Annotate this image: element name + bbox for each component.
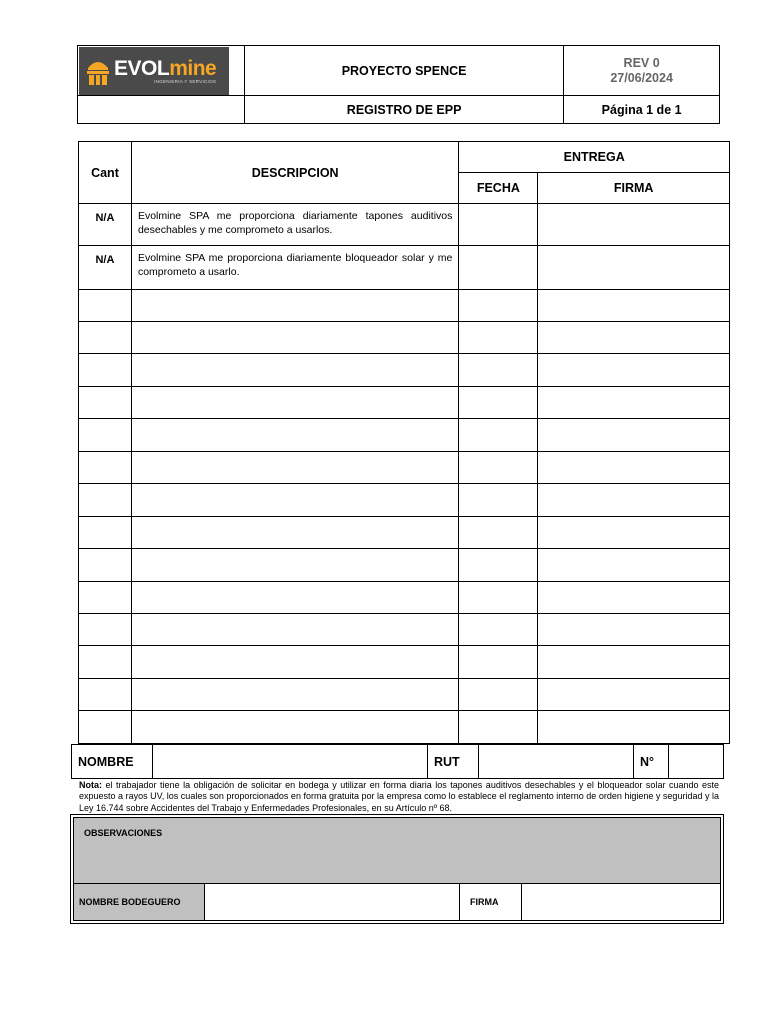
fecha-cell[interactable]	[459, 322, 538, 354]
fecha-cell[interactable]	[459, 452, 538, 484]
bodeguero-label: NOMBRE BODEGUERO	[74, 884, 205, 920]
helmet-icon	[85, 56, 111, 86]
cant-cell[interactable]	[79, 387, 132, 419]
cant-cell[interactable]	[79, 646, 132, 679]
cant-cell[interactable]	[79, 582, 132, 614]
logo-brand-a: EVOL	[114, 56, 170, 80]
firma-cell[interactable]	[538, 646, 730, 679]
firma-cell[interactable]	[538, 354, 730, 387]
project-title: PROYECTO SPENCE	[244, 46, 563, 96]
firma-cell[interactable]	[538, 322, 730, 354]
fecha-cell[interactable]	[459, 419, 538, 452]
cant-cell[interactable]	[79, 452, 132, 484]
desc-cell: Evolmine SPA me proporciona diariamente tapones auditivos desechables y me comprometo a usarlos.	[131, 204, 458, 246]
firma-cell[interactable]	[538, 452, 730, 484]
fecha-cell[interactable]	[459, 246, 538, 290]
desc-cell[interactable]	[131, 419, 458, 452]
table-row	[79, 354, 730, 387]
firma-cell[interactable]	[538, 517, 730, 549]
nombre-field[interactable]	[153, 745, 428, 779]
cant-cell[interactable]	[79, 484, 132, 517]
desc-cell[interactable]	[131, 354, 458, 387]
observaciones-box	[70, 814, 724, 924]
worker-info-row	[71, 744, 724, 779]
cant-cell[interactable]	[79, 517, 132, 549]
header-entrega: ENTREGA	[459, 142, 730, 173]
cant-cell[interactable]	[79, 679, 132, 711]
desc-cell[interactable]	[131, 711, 458, 744]
table-row	[79, 582, 730, 614]
firma-cell[interactable]	[538, 204, 730, 246]
epp-table	[78, 141, 730, 744]
fecha-cell[interactable]	[459, 549, 538, 582]
bodeguero-field[interactable]	[205, 884, 460, 920]
note-text: el trabajador tiene la obligación de solicitar en bodega y utilizar en forma diaria los tapones auditivos desechables y el bloqueador solar cuando este expuesto a rayos UV, los cuales son proporcionados en forma gratuita por la empresa como lo establece el reglamento interno de orden higiene y seguridad y la Ley 16.744 sobre Accidentes del Trabajo y Enfermedades Profesionales, en su Artículo nº 68.	[79, 780, 719, 813]
firma-cell[interactable]	[538, 387, 730, 419]
revision-date: 27/06/2024	[610, 70, 673, 85]
revision: REV 0	[623, 55, 660, 70]
header-descripcion: DESCRIPCION	[131, 142, 458, 204]
desc-cell: Evolmine SPA me proporciona diariamente bloqueador solar y me comprometo a usarlo.	[131, 246, 458, 290]
fecha-cell[interactable]	[459, 582, 538, 614]
cant-cell[interactable]	[79, 711, 132, 744]
fecha-cell[interactable]	[459, 517, 538, 549]
cant-cell[interactable]	[79, 614, 132, 646]
table-row	[79, 614, 730, 646]
observaciones-title: OBSERVACIONES	[84, 828, 163, 838]
fecha-cell[interactable]	[459, 204, 538, 246]
logo-tagline: INGENIERIA Y SERVICIOS	[154, 78, 217, 84]
cant-cell[interactable]	[79, 290, 132, 322]
fecha-cell[interactable]	[459, 290, 538, 322]
desc-cell[interactable]	[131, 452, 458, 484]
table-row	[79, 517, 730, 549]
header-fecha: FECHA	[459, 173, 538, 204]
desc-cell[interactable]	[131, 484, 458, 517]
logo-cell-bottom	[78, 96, 245, 124]
revision-cell	[564, 46, 720, 96]
firma-cell[interactable]	[538, 419, 730, 452]
firma-cell[interactable]	[538, 549, 730, 582]
desc-cell[interactable]	[131, 322, 458, 354]
fecha-cell[interactable]	[459, 711, 538, 744]
table-row	[79, 246, 730, 290]
cant-cell[interactable]	[79, 549, 132, 582]
table-row	[79, 484, 730, 517]
document-header	[77, 45, 720, 124]
desc-cell[interactable]	[131, 517, 458, 549]
fecha-cell[interactable]	[459, 387, 538, 419]
firma-label: FIRMA	[460, 884, 522, 920]
desc-cell[interactable]	[131, 646, 458, 679]
rut-label: RUT	[428, 745, 479, 779]
legal-note	[79, 780, 719, 814]
rut-field[interactable]	[479, 745, 634, 779]
cant-cell[interactable]	[79, 322, 132, 354]
firma-cell[interactable]	[538, 290, 730, 322]
numero-field[interactable]	[669, 745, 724, 779]
cant-cell[interactable]	[79, 354, 132, 387]
firma-cell[interactable]	[538, 484, 730, 517]
nombre-label: NOMBRE	[72, 745, 153, 779]
desc-cell[interactable]	[131, 549, 458, 582]
header-cant: Cant	[79, 142, 132, 204]
table-row	[79, 322, 730, 354]
fecha-cell[interactable]	[459, 646, 538, 679]
fecha-cell[interactable]	[459, 614, 538, 646]
table-row	[79, 452, 730, 484]
table-row	[79, 549, 730, 582]
logo-cell	[78, 46, 245, 96]
header-firma: FIRMA	[538, 173, 730, 204]
table-row	[79, 646, 730, 679]
cant-cell: N/A	[79, 204, 132, 246]
note-label: Nota:	[79, 780, 102, 790]
table-row	[79, 387, 730, 419]
firma-cell[interactable]	[538, 582, 730, 614]
firma-cell[interactable]	[538, 246, 730, 290]
cant-cell: N/A	[79, 246, 132, 290]
desc-cell[interactable]	[131, 290, 458, 322]
fecha-cell[interactable]	[459, 679, 538, 711]
page-number: Página 1 de 1	[564, 96, 720, 124]
table-row	[79, 290, 730, 322]
firma-cell[interactable]	[538, 614, 730, 646]
table-row	[79, 204, 730, 246]
desc-cell[interactable]	[131, 679, 458, 711]
fecha-cell[interactable]	[459, 484, 538, 517]
company-logo	[79, 47, 229, 95]
table-row	[79, 679, 730, 711]
firma-cell[interactable]	[538, 711, 730, 744]
firma-field[interactable]	[522, 884, 720, 920]
observaciones-area[interactable]	[74, 818, 720, 884]
desc-cell[interactable]	[131, 387, 458, 419]
table-row	[79, 711, 730, 744]
numero-label: N°	[634, 745, 669, 779]
register-title: REGISTRO DE EPP	[244, 96, 563, 124]
firma-cell[interactable]	[538, 679, 730, 711]
desc-cell[interactable]	[131, 582, 458, 614]
table-row	[79, 419, 730, 452]
logo-brand-b: mine	[169, 56, 217, 80]
desc-cell[interactable]	[131, 614, 458, 646]
fecha-cell[interactable]	[459, 354, 538, 387]
cant-cell[interactable]	[79, 419, 132, 452]
